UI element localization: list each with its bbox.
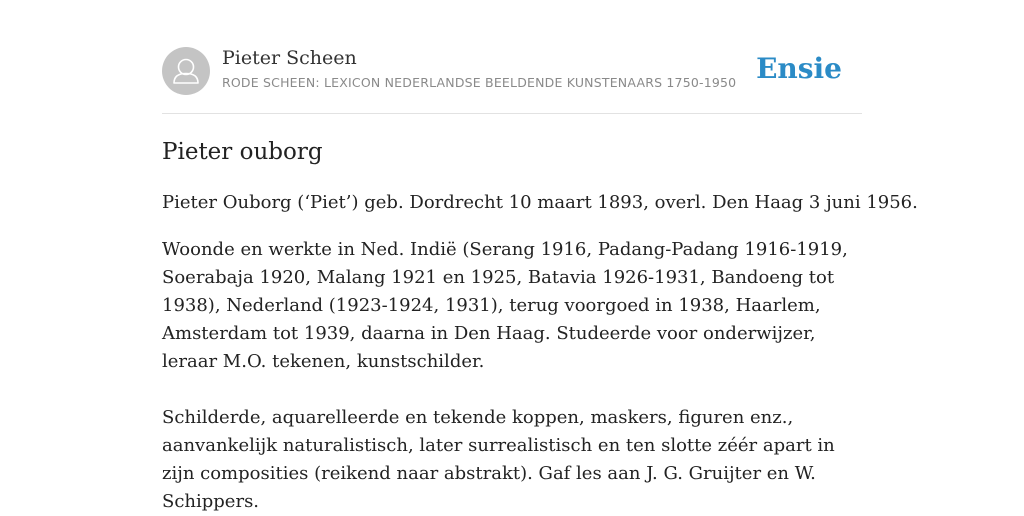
source-title[interactable]: RODE SCHEEN: LEXICON NEDERLANDSE BEELDENDE KUNSTENAARS 1750-1950 <box>222 75 737 90</box>
author-avatar[interactable] <box>162 47 210 95</box>
article-paragraph: Pieter Ouborg (‘Piet’) geb. Dordrecht 10 maart 1893, overl. Den Haag 3 juni 1956. <box>162 192 918 213</box>
author-name[interactable]: Pieter Scheen <box>222 47 357 69</box>
article-body <box>162 136 918 516</box>
article-title: Pieter ouborg <box>162 139 323 165</box>
user-icon <box>162 47 210 95</box>
article-header <box>162 46 862 96</box>
article-paragraph: Woonde en werkte in Ned. Indië (Serang 1916, Padang-Padang 1916-1919, Soerabaja 1920, Malang 1921 en 1925, Batavia 1926-1931, Bandoeng tot 1938), Nederland (1923-1924, 1931), terug voorgoed in 1938, Haarlem, Amsterdam tot 1939, daarna in Den Haag. Studeerde voor onderwijzer, leraar M.O. tekenen, kunstschilder. <box>162 239 848 372</box>
brand-logo[interactable]: Ensie <box>756 52 842 85</box>
header-divider <box>162 113 862 114</box>
article-paragraph: Schilderde, aquarelleerde en tekende koppen, maskers, figuren enz., aanvankelijk naturalistisch, later surrealistisch en ten slotte zéér apart in zijn composities (reikend naar abstrakt). Gaf les aan J. G. Gruijter en W. Schippers. <box>162 407 835 512</box>
